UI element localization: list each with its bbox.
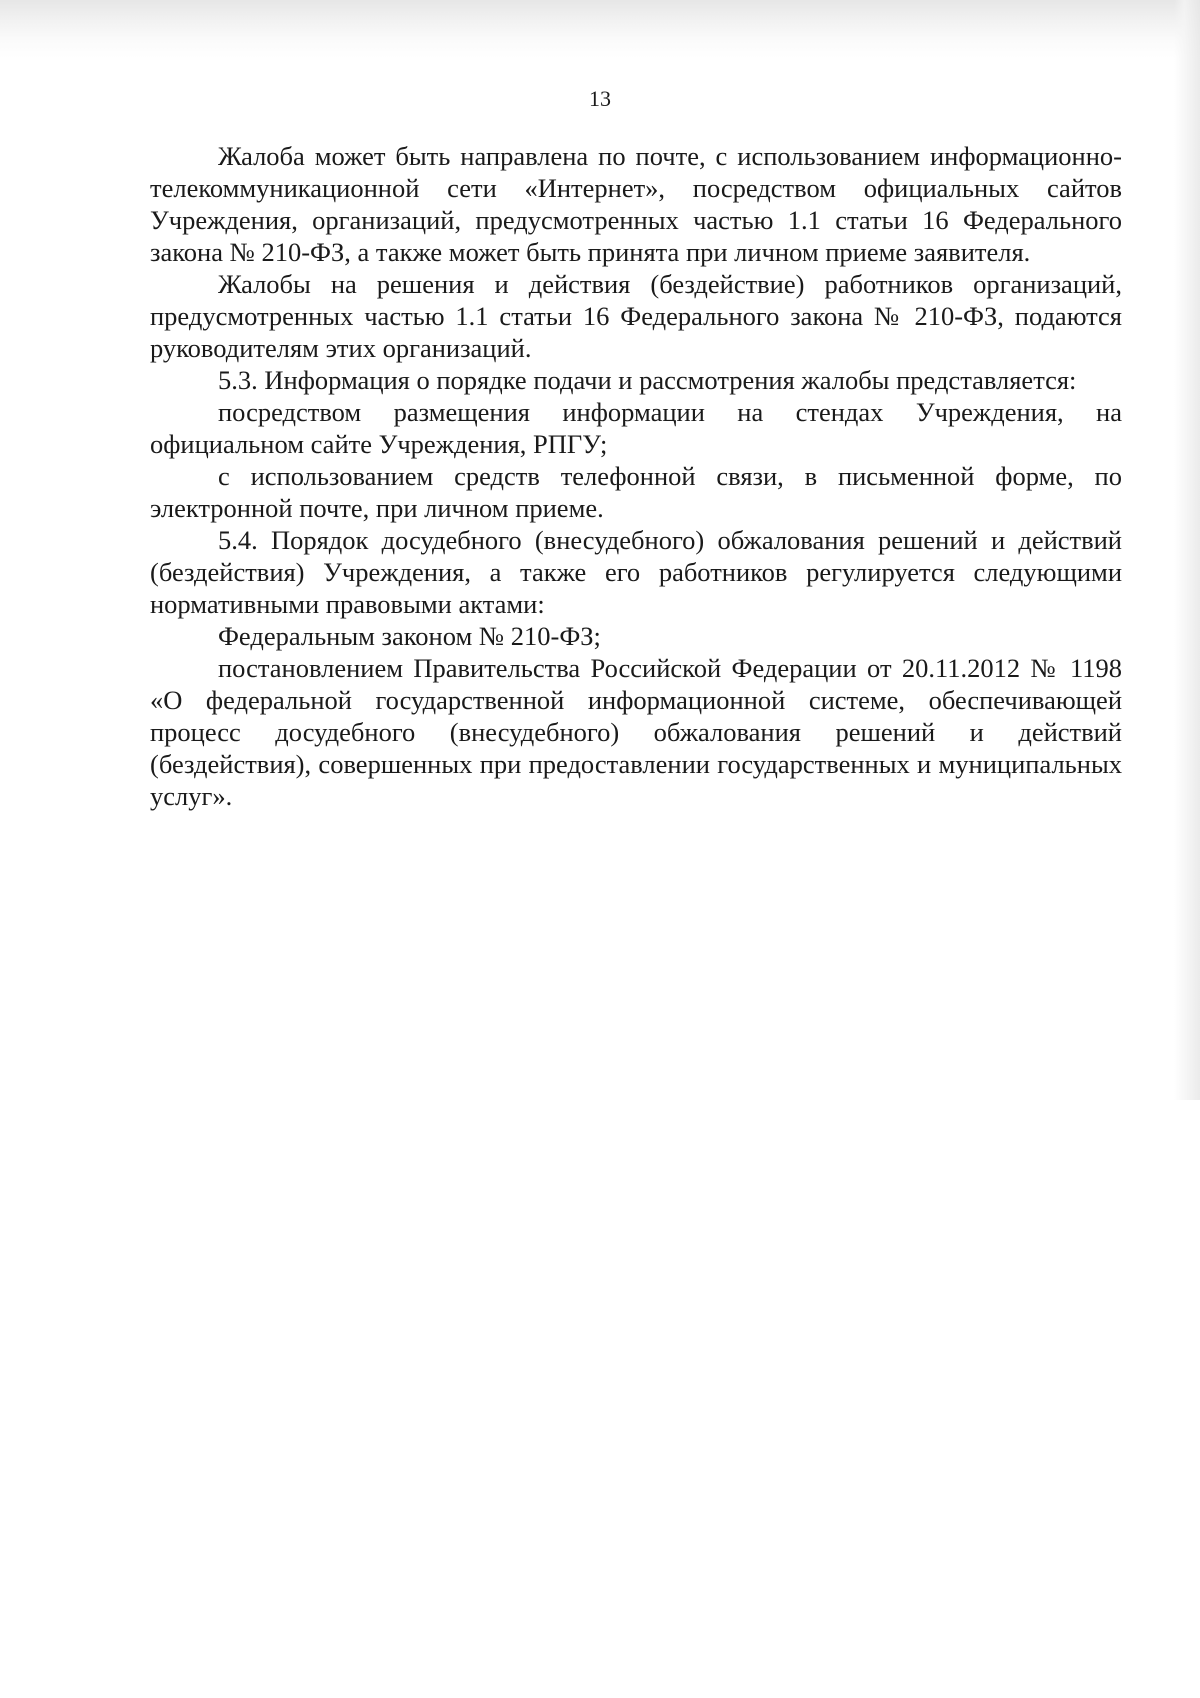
- paragraph-section-5-4: 5.4. Порядок досудебного (внесудебного) обжалования решений и действий (бездействия) Учреждения, а также его работников регулируется следующими нормативными правовыми актами:: [150, 525, 1122, 619]
- scan-shadow-right: [1174, 0, 1200, 1100]
- paragraph-federal-law: Федеральным законом № 210-ФЗ;: [218, 621, 601, 651]
- page-number: 13: [589, 86, 611, 111]
- paragraph-section-5-3: 5.3. Информация о порядке подачи и рассмотрения жалобы представляется:: [218, 365, 1077, 395]
- scan-shadow-top: [0, 0, 1200, 58]
- paragraph-government-decree: постановлением Правительства Российской Федерации от 20.11.2012 № 1198 «О федеральной государственной информационной системе, обеспечивающей процесс досудебного (внесудебного) обжалования решений и действий (бездействия), совершенных при предоставлении государственных и муниципальных услуг».: [150, 653, 1122, 811]
- paragraph-info-phone: с использованием средств телефонной связи, в письменной форме, по электронной почте, при личном приеме.: [150, 461, 1122, 523]
- paragraph-complaint-channels: Жалоба может быть направлена по почте, с использованием информационно-телекоммуникационной сети «Интернет», посредством официальных сайтов Учреждения, организаций, предусмотренных частью 1.1 статьи 16 Федерального закона № 210-ФЗ, а также может быть принята при личном приеме заявителя.: [150, 141, 1122, 267]
- document-body: [150, 140, 1122, 812]
- paragraph-complaints-to-organizations: Жалобы на решения и действия (бездействие) работников организаций, предусмотренных частью 1.1 статьи 16 Федерального закона № 210-ФЗ, подаются руководителям этих организаций.: [150, 269, 1122, 363]
- paragraph-info-stands: посредством размещения информации на стендах Учреждения, на официальном сайте Учреждения, РПГУ;: [150, 397, 1122, 459]
